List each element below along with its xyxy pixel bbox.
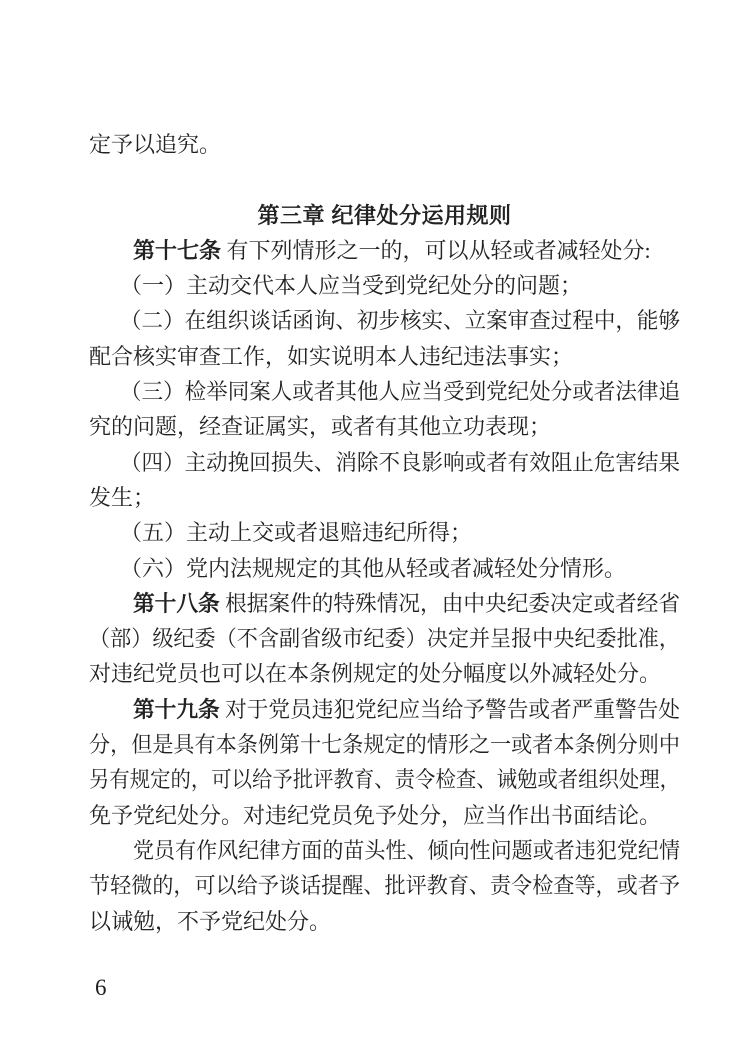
article-17-item-2-line-2: 配合核实审查工作，如实说明本人违纪违法事实； — [89, 343, 574, 369]
article-number-label: 第十八条 — [133, 590, 220, 616]
article-17-item-1: （一）主动交代本人应当受到党纪处分的问题； — [120, 273, 583, 299]
article-number-label: 第十九条 — [133, 696, 220, 722]
article-17-lead: 第十七条 有下列情形之一的，可以从轻或者减轻处分: — [133, 237, 651, 263]
chapter-3-heading: 第三章 纪律处分运用规则 — [257, 202, 512, 228]
article-17-item-3-line-2: 究的问题，经查证属实，或者有其他立功表现； — [89, 414, 552, 440]
article-17-item-4-line-1: （四）主动挽回损失、消除不良影响或者有效阻止危害结果 — [120, 449, 680, 475]
article-19-line-3: 另有规定的，可以给予批评教育、责令检查、诫勉或者组织处理， — [89, 767, 680, 793]
article-19-para-2-line-3: 以诫勉，不予党纪处分。 — [89, 908, 332, 934]
blank-line — [89, 162, 680, 197]
article-18-line-3: 对违纪党员也可以在本条例规定的处分幅度以外减轻处分。 — [89, 661, 662, 687]
article-19-para-2-line-2: 节轻微的，可以给予谈话提醒、批评教育、责令检查等，或者予 — [89, 873, 680, 899]
article-17-item-5: （五）主动上交或者退赔违纪所得； — [120, 520, 473, 546]
article-17-item-4-line-2: 发生； — [89, 484, 156, 510]
article-number-label: 第十七条 — [133, 237, 222, 263]
continued-paragraph-line: 定予以追究。 — [89, 132, 222, 157]
article-19-line-4: 免予党纪处分。对违纪党员免予处分，应当作出书面结论。 — [89, 802, 662, 828]
article-19-line-1: 第十九条 对于党员违犯党纪应当给予警告或者严重警告处 — [133, 696, 680, 722]
article-18-line-1: 第十八条 根据案件的特殊情况，由中央纪委决定或者经省 — [133, 590, 680, 616]
article-18-line-2: （部）级纪委（不含副省级市纪委）决定并呈报中央纪委批准， — [89, 626, 680, 652]
article-19-line-2: 分，但是具有本条例第十七条规定的情形之一或者本条例分则中 — [89, 732, 680, 758]
article-17-item-6: （六）党内法规规定的其他从轻或者减轻处分情形。 — [120, 555, 627, 581]
page-number: 6 — [95, 975, 107, 1000]
article-17-item-2-line-1: （二）在组织谈话函询、初步核实、立案审查过程中，能够 — [120, 308, 680, 334]
article-19-para-2-line-1: 党员有作风纪律方面的苗头性、倾向性问题或者违犯党纪情 — [133, 837, 680, 863]
page-body-lines — [89, 127, 680, 939]
article-17-item-3-line-1: （三）检举同案人或者其他人应当受到党纪处分或者法律追 — [120, 379, 680, 405]
